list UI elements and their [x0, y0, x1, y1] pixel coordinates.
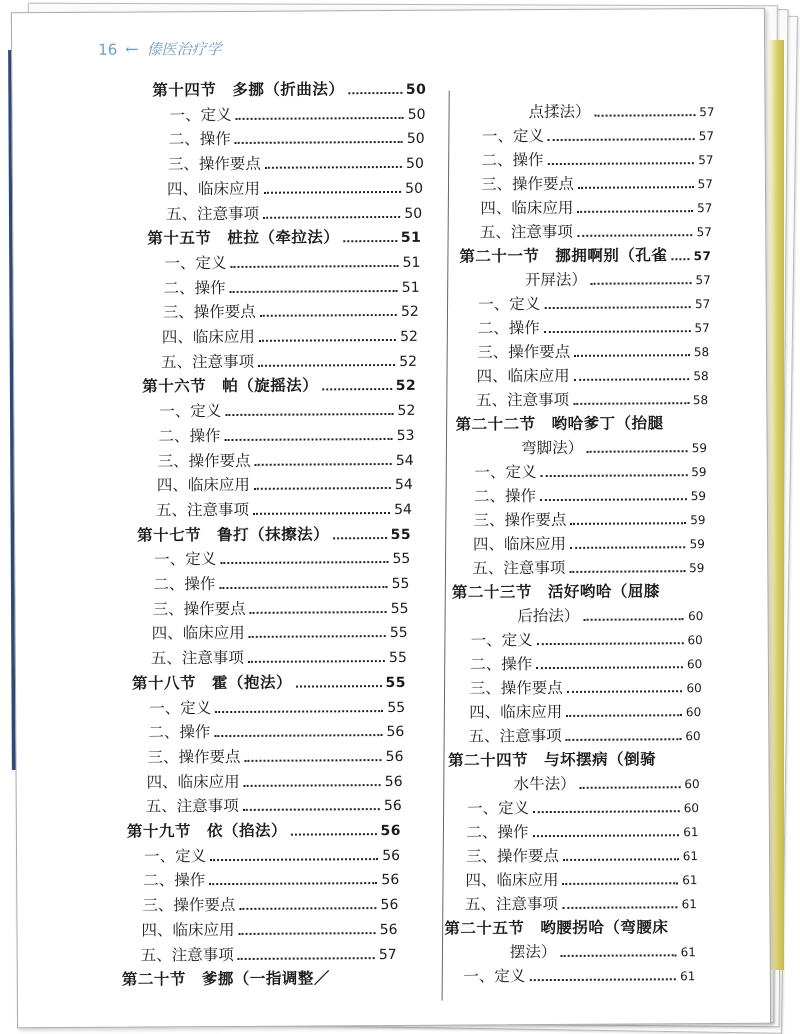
toc-item-entry[interactable]: [463, 963, 695, 988]
toc-section-entry[interactable]: [127, 818, 401, 844]
dot-leader: [244, 784, 381, 787]
toc-item-entry[interactable]: [159, 398, 415, 424]
dot-leader: [250, 611, 387, 614]
toc-item-entry[interactable]: [478, 315, 710, 340]
toc-item-entry[interactable]: [156, 497, 412, 523]
toc-item-entry[interactable]: [153, 571, 409, 597]
toc-item-entry[interactable]: [477, 339, 709, 364]
dot-leader: [544, 306, 691, 309]
dot-leader: [533, 810, 680, 813]
dot-leader: [570, 546, 686, 549]
dot-leader: [333, 537, 387, 539]
toc-entry-title: 第二十节 爹挪（一指调整／: [121, 968, 330, 989]
toc-entry-title: 后抬法）: [517, 606, 580, 626]
dot-leader: [230, 265, 398, 268]
toc-entry-title: 三、操作要点: [167, 154, 261, 174]
toc-page-number: 52: [399, 353, 418, 370]
toc-item-entry[interactable]: [152, 596, 408, 622]
toc-section-continuation[interactable]: [521, 435, 707, 460]
toc-entry-title: 五、注意事项: [166, 204, 260, 223]
toc-section-continuation[interactable]: [510, 939, 696, 964]
toc-entry-title: 第二十四节 与坏摆病（倒骑: [448, 749, 657, 770]
dot-leader: [215, 710, 383, 713]
toc-entry-title: 五、注意事项: [145, 797, 239, 816]
dot-leader: [529, 978, 676, 981]
toc-entry-title: 五、注意事项: [160, 352, 255, 372]
toc-left-column: [12, 77, 432, 989]
toc-page-number: 56: [379, 921, 398, 938]
toc-entry-title: 第十八节 霍（抱法）: [131, 672, 293, 693]
toc-page-number: 60: [683, 801, 700, 816]
toc-entry-title: 二、操作: [481, 151, 544, 170]
toc-entry-title: 点揉法）: [528, 102, 591, 122]
toc-entry-title: 一、定义: [169, 105, 232, 125]
dot-leader: [214, 734, 382, 737]
toc-entry-title: 一、定义: [144, 846, 207, 866]
toc-entry-title: 三、操作要点: [473, 510, 567, 530]
toc-page-number: 57: [697, 177, 713, 192]
dot-leader: [570, 522, 686, 525]
toc-entry-title: 四、临床应用: [161, 327, 255, 347]
toc-page-number: 60: [688, 609, 704, 624]
toc-item-entry[interactable]: [465, 867, 697, 892]
toc-entry-title: 一、定义: [164, 253, 227, 273]
dot-leader: [541, 474, 688, 477]
dot-leader: [265, 166, 402, 169]
toc-section-entry[interactable]: [147, 225, 421, 251]
toc-page-number: 55: [390, 526, 412, 543]
toc-page-number: 58: [693, 369, 709, 384]
toc-page-number: 55: [391, 575, 410, 592]
toc-item-entry[interactable]: [469, 699, 701, 724]
toc-page-number: 54: [394, 501, 412, 518]
dot-leader: [537, 642, 684, 645]
toc-section-continuation[interactable]: [517, 603, 703, 628]
toc-entry-title: 五、注意事项: [150, 648, 244, 668]
dot-leader: [254, 487, 391, 490]
toc-item-entry[interactable]: [473, 507, 705, 532]
toc-entry-title: 一、定义: [478, 295, 541, 314]
toc-item-entry[interactable]: [141, 917, 397, 943]
dot-leader: [220, 561, 388, 564]
toc-page-number: 56: [386, 724, 405, 741]
toc-page-number: 52: [397, 402, 416, 420]
toc-entry-title: 一、定义: [463, 967, 526, 986]
toc-section-entry[interactable]: [122, 966, 396, 992]
toc-entry-title: 第十六节 帕（旋摇法）: [142, 375, 319, 396]
toc-item-entry[interactable]: [142, 892, 398, 918]
toc-entry-title: 一、定义: [470, 631, 533, 650]
toc-entry-title: 弯脚法）: [520, 438, 584, 458]
toc-entry-title: 五、注意事项: [476, 390, 570, 410]
toc-item-entry[interactable]: [167, 176, 423, 202]
toc-entry-title: 五、注意事项: [155, 500, 250, 520]
toc-page-number: 60: [685, 705, 702, 720]
dot-leader: [343, 240, 397, 242]
toc-entry-title: 一、定义: [481, 127, 545, 146]
dot-leader: [566, 714, 682, 717]
toc-entry-title: 三、操作要点: [480, 174, 574, 194]
toc-page: [11, 8, 771, 1029]
dot-leader: [260, 314, 397, 317]
dot-leader: [540, 498, 687, 501]
dot-leader: [263, 215, 400, 218]
toc-page-number: 50: [405, 155, 424, 172]
toc-entry-title: 第二十一节 挪拥啊别（孔雀: [459, 245, 668, 266]
toc-item-entry[interactable]: [154, 546, 410, 572]
toc-item-entry[interactable]: [481, 147, 713, 172]
toc-page-number: 52: [395, 378, 417, 395]
dot-leader: [562, 882, 678, 885]
dot-leader: [253, 512, 390, 515]
toc-section-continuation[interactable]: [525, 267, 711, 292]
toc-entry-title: 二、操作: [466, 823, 529, 842]
toc-page-number: 59: [689, 537, 705, 552]
toc-entry-title: 二、操作: [470, 655, 533, 674]
book-page-edge: [768, 40, 784, 970]
dot-leader: [536, 666, 683, 669]
toc-section-entry[interactable]: [448, 747, 700, 773]
dot-leader: [219, 586, 387, 589]
dot-leader: [563, 858, 679, 861]
toc-item-entry[interactable]: [152, 620, 408, 646]
toc-page-number: 59: [690, 513, 706, 528]
dot-leader: [548, 138, 695, 141]
toc-page-number: 59: [691, 441, 708, 456]
toc-section-entry[interactable]: [132, 670, 406, 696]
toc-item-entry[interactable]: [480, 219, 712, 244]
toc-item-entry[interactable]: [474, 483, 706, 508]
dot-leader: [577, 234, 693, 237]
dot-leader: [595, 114, 696, 117]
toc-page-number: 57: [694, 321, 710, 336]
toc-item-entry[interactable]: [168, 151, 424, 177]
toc-page-number: 59: [689, 561, 705, 576]
toc-entry-title: 五、注意事项: [479, 222, 573, 242]
toc-entry-title: 三、操作要点: [157, 451, 251, 470]
dot-leader: [264, 191, 401, 194]
toc-page-number: 60: [686, 681, 702, 696]
toc-section-entry[interactable]: [152, 77, 426, 103]
toc-item-entry[interactable]: [476, 387, 708, 412]
toc-item-entry[interactable]: [481, 171, 713, 196]
toc-page-number: 53: [396, 427, 415, 444]
toc-page-number: 61: [682, 849, 699, 864]
toc-entry-title: 一、定义: [474, 463, 537, 482]
toc-page-number: 50: [406, 131, 425, 148]
toc-entry-title: 五、注意事项: [468, 726, 562, 746]
dot-leader: [244, 759, 381, 762]
toc-page-number: 57: [697, 201, 713, 216]
dot-leader: [225, 413, 393, 416]
toc-page-number: 59: [690, 489, 707, 504]
toc-item-entry[interactable]: [143, 867, 399, 893]
toc-entry-title: 二、操作: [158, 426, 221, 446]
toc-entry-title: 二、操作: [148, 723, 211, 742]
dot-leader: [209, 882, 377, 885]
toc-section-continuation[interactable]: [528, 99, 714, 124]
toc-page-number: 57: [698, 129, 715, 144]
dot-leader: [258, 364, 395, 367]
toc-page-number: 51: [402, 254, 421, 271]
toc-item-entry[interactable]: [151, 645, 407, 671]
toc-item-entry[interactable]: [158, 423, 414, 449]
toc-entry-title: 一、定义: [149, 698, 212, 717]
toc-item-entry[interactable]: [466, 819, 698, 844]
toc-page-number: 55: [390, 600, 409, 617]
toc-entry-title: 五、注意事项: [464, 894, 558, 914]
toc-section-entry[interactable]: [137, 521, 411, 547]
toc-page-number: 50: [405, 81, 427, 98]
toc-item-entry[interactable]: [465, 891, 697, 916]
toc-page-number: 61: [683, 825, 699, 840]
toc-page-number: 56: [383, 798, 402, 815]
toc-page-number: 56: [384, 773, 403, 790]
toc-page-number: 60: [686, 657, 703, 672]
toc-entry-title: 四、临床应用: [151, 624, 245, 643]
dot-leader: [236, 117, 404, 120]
toc-entry-title: 第十五节 桩拉（牵拉法）: [147, 227, 340, 248]
toc-page-number: 50: [404, 205, 423, 222]
toc-page-number: 60: [685, 729, 701, 744]
dot-leader: [259, 339, 396, 342]
toc-page-number: 59: [691, 465, 707, 480]
dot-leader: [587, 450, 688, 453]
toc-item-entry[interactable]: [474, 459, 706, 484]
toc-page-number: 54: [395, 452, 414, 469]
toc-entry-title: 四、临床应用: [476, 366, 570, 386]
toc-entry-title: 三、操作要点: [469, 678, 563, 698]
page-number: 16: [98, 40, 118, 59]
toc-entry-title: 第十四节 多挪（折曲法）: [152, 79, 345, 100]
toc-entry-title: 三、操作要点: [477, 342, 571, 362]
toc-section-entry[interactable]: [459, 243, 711, 269]
dot-leader: [291, 833, 377, 836]
toc-page-number: 61: [680, 945, 696, 960]
dot-leader: [225, 438, 393, 441]
toc-entry-title: 四、临床应用: [146, 772, 240, 792]
dot-leader: [544, 330, 691, 333]
toc-page-number: 60: [684, 777, 700, 792]
toc-item-entry[interactable]: [471, 627, 703, 652]
toc-entry-title: 摆法）: [509, 942, 557, 962]
dot-leader: [547, 162, 694, 165]
toc-item-entry[interactable]: [477, 363, 709, 388]
toc-page-number: 57: [695, 273, 711, 288]
dot-leader: [210, 858, 378, 861]
toc-item-entry[interactable]: [149, 694, 405, 720]
toc-section-entry[interactable]: [444, 915, 696, 941]
toc-item-entry[interactable]: [480, 195, 712, 220]
toc-page-number: 56: [381, 872, 400, 889]
left-arrow-icon: ←: [125, 39, 139, 59]
toc-page-number: 57: [693, 249, 712, 264]
toc-item-entry[interactable]: [147, 744, 403, 770]
dot-leader: [580, 786, 681, 789]
toc-page-number: 56: [385, 748, 404, 765]
dot-leader: [671, 258, 689, 260]
toc-entry-title: 三、操作要点: [147, 747, 241, 767]
dot-leader: [566, 738, 682, 741]
toc-item-entry[interactable]: [169, 101, 425, 127]
toc-page-number: 56: [380, 822, 401, 840]
toc-page-number: 56: [380, 897, 399, 914]
dot-leader: [577, 210, 693, 213]
toc-entry-title: 四、临床应用: [465, 870, 559, 890]
dot-leader: [235, 141, 403, 144]
toc-item-entry[interactable]: [148, 719, 404, 745]
toc-page-number: 57: [694, 297, 711, 312]
toc-entry-title: 三、操作要点: [465, 846, 560, 866]
dot-leader: [569, 570, 685, 573]
dot-leader: [238, 957, 375, 960]
toc-page-number: 55: [388, 649, 407, 667]
toc-page-number: 61: [679, 969, 696, 984]
toc-item-entry[interactable]: [466, 843, 698, 868]
book-title: 傣医治疗学: [146, 40, 222, 59]
toc-entry-title: 一、定义: [159, 402, 222, 421]
toc-page-number: 50: [407, 106, 426, 123]
dot-leader: [255, 462, 392, 465]
toc-item-entry[interactable]: [164, 250, 420, 276]
toc-item-entry[interactable]: [472, 555, 704, 580]
toc-entry-title: 二、操作: [143, 871, 206, 890]
dot-leader: [560, 954, 676, 957]
dot-leader: [578, 186, 694, 189]
toc-entry-title: 五、注意事项: [140, 945, 234, 965]
toc-entry-title: 三、操作要点: [142, 896, 236, 915]
toc-entry-title: 水牛法）: [513, 774, 576, 794]
toc-item-entry[interactable]: [158, 447, 414, 473]
toc-page-number: 58: [693, 345, 710, 360]
toc-entry-title: 二、操作: [473, 487, 537, 506]
toc-entry-title: 三、操作要点: [162, 303, 256, 322]
toc-page-number: 51: [400, 229, 422, 247]
toc-page-number: 52: [400, 304, 419, 321]
toc-entry-title: 三、操作要点: [152, 599, 246, 619]
toc-item-entry[interactable]: [482, 123, 714, 148]
toc-item-entry[interactable]: [157, 472, 413, 498]
toc-entry-title: 四、临床应用: [472, 534, 566, 554]
toc-item-entry[interactable]: [147, 769, 403, 795]
toc-item-entry[interactable]: [146, 793, 402, 819]
toc-item-entry[interactable]: [470, 675, 702, 700]
toc-entry-title: 一、定义: [154, 550, 217, 569]
toc-entry-title: 第十七节 鲁打（抹擦法）: [137, 523, 330, 545]
toc-entry-title: 二、操作: [153, 575, 216, 594]
toc-entry-title: 二、操作: [163, 278, 226, 297]
dot-leader: [574, 354, 690, 357]
dot-leader: [583, 618, 684, 621]
toc-page-number: 55: [387, 699, 406, 716]
toc-page-number: 58: [692, 393, 709, 408]
toc-entry-title: 一、定义: [466, 799, 530, 818]
toc-item-entry[interactable]: [470, 651, 702, 676]
toc-entry-title: 第二十五节 哟腰拐哈（弯腰床: [444, 917, 669, 938]
dot-leader: [239, 907, 376, 910]
toc-entry-title: 第二十二节 哟哈爹丁（抬腿: [455, 413, 664, 434]
dot-leader: [249, 635, 386, 638]
toc-page-number: 61: [681, 897, 697, 912]
dot-leader: [562, 906, 678, 909]
dot-leader: [322, 388, 392, 390]
dot-leader: [591, 282, 692, 285]
toc-item-entry[interactable]: [166, 200, 422, 226]
toc-item-entry[interactable]: [164, 274, 420, 300]
toc-entry-title: 四、临床应用: [480, 198, 574, 218]
toc-page-number: 56: [382, 847, 401, 864]
toc-entry-title: 五、注意事项: [472, 558, 566, 578]
toc-item-entry[interactable]: [473, 531, 705, 556]
toc-page-number: 57: [698, 153, 714, 168]
dot-leader: [348, 92, 402, 94]
toc-page-number: 54: [394, 477, 413, 494]
toc-section-entry[interactable]: [456, 411, 708, 437]
dot-leader: [574, 378, 690, 381]
toc-page-number: 57: [378, 946, 397, 963]
dot-leader: [567, 690, 683, 693]
dot-leader: [296, 685, 382, 688]
toc-section-entry[interactable]: [142, 373, 416, 399]
toc-item-entry[interactable]: [161, 349, 417, 375]
toc-item-entry[interactable]: [141, 941, 397, 967]
toc-entry-title: 二、操作: [168, 130, 231, 149]
toc-entry-title: 四、临床应用: [469, 702, 563, 722]
toc-entry-title: 开屏法）: [524, 270, 587, 290]
toc-entry-title: 四、临床应用: [141, 920, 235, 940]
toc-entry-title: 第二十三节 活好哟哈（屈膝: [451, 581, 660, 602]
toc-section-entry[interactable]: [452, 579, 704, 605]
toc-section-continuation[interactable]: [514, 771, 700, 796]
toc-item-entry[interactable]: [163, 299, 419, 325]
toc-page-number: 50: [405, 180, 424, 197]
dot-leader: [239, 932, 376, 935]
toc-item-entry[interactable]: [144, 843, 400, 869]
toc-entry-title: 二、操作: [477, 319, 540, 338]
dot-leader: [573, 402, 689, 405]
toc-item-entry[interactable]: [162, 324, 418, 350]
toc-item-entry[interactable]: [469, 723, 701, 748]
dot-leader: [533, 834, 680, 837]
toc-page-number: 57: [699, 105, 715, 120]
toc-item-entry[interactable]: [467, 795, 699, 820]
dot-leader: [230, 290, 398, 293]
toc-item-entry[interactable]: [478, 291, 710, 316]
toc-item-entry[interactable]: [169, 126, 425, 152]
toc-entry-title: 四、临床应用: [156, 476, 250, 495]
toc-entry-title: 第十九节 依（掐法）: [126, 820, 287, 841]
toc-page-number: 55: [385, 674, 407, 691]
toc-page-number: 57: [696, 225, 712, 240]
toc-page-number: 61: [682, 873, 698, 888]
toc-page-number: 52: [400, 328, 418, 345]
toc-page-number: 55: [389, 625, 408, 642]
dot-leader: [248, 660, 385, 663]
dot-leader: [243, 808, 380, 811]
toc-page-number: 51: [401, 279, 420, 296]
toc-page-number: 60: [687, 633, 703, 648]
running-header: [98, 38, 222, 60]
toc-entry-title: 四、临床应用: [166, 179, 261, 199]
toc-page-number: 55: [392, 551, 411, 568]
column-divider: [442, 91, 450, 1001]
